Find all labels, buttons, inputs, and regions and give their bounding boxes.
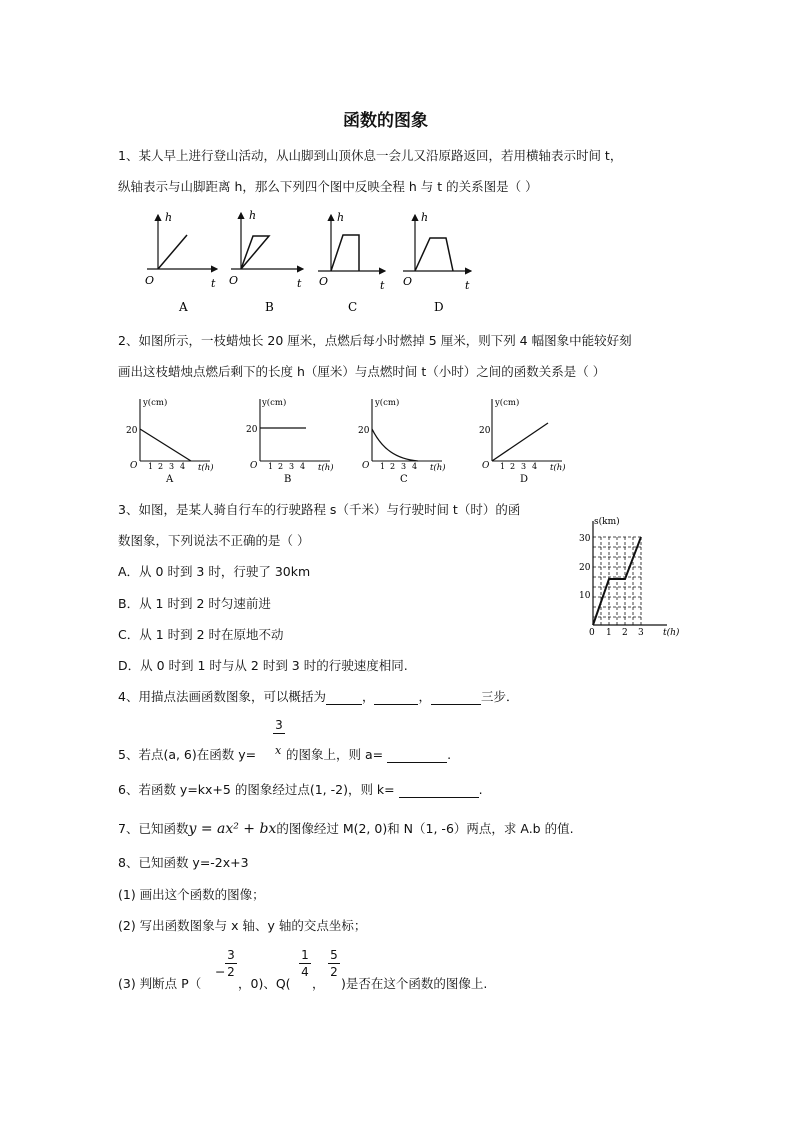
- q2d-x2: 2: [510, 462, 516, 471]
- q2b-origin: O: [250, 461, 258, 471]
- q1-graphs: [125, 205, 475, 317]
- q2b-x1: 1: [268, 462, 274, 471]
- q2d-ytick: 20: [479, 426, 491, 436]
- q2a-x2: 2: [158, 462, 164, 471]
- q2a-ylabel: y(cm): [143, 398, 168, 408]
- q3-option-c: C．从 1 时到 2 时在原地不动: [118, 627, 284, 642]
- q2c-x3: 3: [401, 462, 407, 471]
- q2a-ytick: 20: [126, 426, 138, 436]
- q6-blank[interactable]: [399, 783, 479, 798]
- q3-graph: [575, 507, 690, 640]
- q3-grid: [593, 537, 641, 625]
- q1b-origin: O: [229, 274, 239, 287]
- q6-end: .: [478, 782, 483, 797]
- q8-p-sign: −: [215, 964, 226, 979]
- q8-q-sep: ，: [312, 976, 325, 991]
- q1d-origin: O: [403, 275, 413, 288]
- q2a-x3: 3: [169, 462, 175, 471]
- q2c-xlabel: t(h): [430, 463, 446, 473]
- q2-graph-a: [126, 397, 214, 485]
- q2a-xlabel: t(h): [198, 463, 214, 473]
- q1-graph-d: [403, 211, 471, 314]
- q2a-label: A: [166, 474, 174, 485]
- q1a-line: [158, 235, 187, 269]
- q2a-x1: 1: [148, 462, 154, 471]
- q3-option-b: B．从 1 时到 2 时匀速前进: [118, 596, 271, 611]
- q2b-x2: 2: [278, 462, 284, 471]
- q1c-ylabel: h: [337, 211, 345, 224]
- q3-xtick-1: 1: [606, 628, 612, 638]
- q1-line1: 1、某人早上进行登山活动，从山脚到山顶休息一会儿又沿原路返回，若用横轴表示时间 t，: [118, 148, 623, 163]
- q8-q-den1: 4: [301, 965, 309, 979]
- q4-blank-3[interactable]: [431, 690, 481, 705]
- q1-line2: 纵轴表示与山脚距离 h，那么下列四个图中反映全程 h 与 t 的关系图是（ ）: [118, 179, 538, 194]
- q1b-xlabel: t: [297, 277, 302, 290]
- q1c-line: [331, 235, 359, 271]
- q3-ytick-10: 10: [579, 591, 591, 601]
- q1b-line: [241, 236, 269, 269]
- q2d-line: [492, 423, 548, 461]
- q4-line: [118, 687, 519, 705]
- q2d-label: D: [520, 474, 529, 485]
- q2c-x1: 1: [380, 462, 386, 471]
- q2-graph-c: [358, 397, 446, 485]
- q7-text-b: 的图像经过 M(2, 0)和 N（1, -6）两点，求 A.b 的值.: [276, 821, 574, 836]
- q2d-origin: O: [482, 461, 490, 471]
- q8-sub3-c: )是否在这个函数的图像上.: [341, 976, 488, 991]
- q1-graph-b: [229, 209, 303, 314]
- q2a-origin: O: [130, 461, 138, 471]
- q2c-origin: O: [362, 461, 370, 471]
- q1a-label: A: [179, 300, 188, 314]
- q3-xtick-0: 0: [589, 628, 595, 638]
- q2d-xlabel: t(h): [550, 463, 566, 473]
- q5-text-a: 5、若点(a, 6)在函数 y=: [118, 747, 257, 762]
- q8-sub3-a: (3) 判断点 P（: [118, 976, 202, 991]
- q1c-xlabel: t: [380, 279, 385, 292]
- q8-q-fraction-2: [328, 948, 340, 979]
- q1a-origin: O: [145, 274, 155, 287]
- q8-sub2: (2) 写出函数图象与 x 轴、y 轴的交点坐标；: [118, 918, 367, 933]
- q1b-label: B: [265, 300, 274, 314]
- q4-text-a: 4、用描点法画函数图象，可以概括为: [118, 689, 326, 704]
- q2d-x4: 4: [532, 462, 538, 471]
- page-title: 函数的图象: [343, 111, 428, 131]
- q1d-ylabel: h: [421, 211, 429, 224]
- q3-ytick-30: 30: [579, 534, 591, 544]
- q1c-label: C: [348, 300, 358, 314]
- q2-line2: 画出这枝蜡烛点燃后剩下的长度 h（厘米）与点燃时间 t（小时）之间的函数关系是（ ）: [118, 364, 606, 379]
- q3-ytick-20: 20: [579, 563, 591, 573]
- q2c-ytick: 20: [358, 426, 370, 436]
- q2d-x3: 3: [521, 462, 527, 471]
- q8-p-bar: [225, 963, 237, 964]
- q7-line: [118, 819, 574, 837]
- q8-q-den2: 2: [330, 965, 338, 979]
- q2c-label: C: [400, 474, 408, 485]
- q1d-line: [415, 238, 453, 271]
- q8-sub1: (1) 画出这个函数的图像；: [118, 887, 265, 902]
- q5-frac-num: 3: [275, 718, 283, 732]
- q3-option-d: D．从 0 时到 1 时与从 2 时到 3 时的行驶速度相同.: [118, 658, 408, 673]
- q8-q-bar2: [328, 963, 340, 964]
- q8-q-fraction-1: [299, 948, 311, 979]
- q1-graph-a: [145, 211, 217, 314]
- q2c-x2: 2: [390, 462, 396, 471]
- q6-line: [118, 780, 483, 798]
- q6-text-a: 6、若函数 y=kx+5 的图象经过点(1, -2)，则 k=: [118, 782, 395, 797]
- q3-xlabel: t(h): [663, 628, 680, 638]
- q2a-line: [140, 429, 191, 461]
- q5-text-b: 的图象上，则 a=: [286, 747, 384, 762]
- q4-text-b: 三步．: [481, 689, 519, 704]
- q5-frac-den: x: [275, 744, 282, 757]
- q3-option-a: A．从 0 时到 3 时，行驶了 30km: [118, 564, 311, 579]
- q8-q-bar1: [299, 963, 311, 964]
- q1a-ylabel: h: [165, 211, 173, 224]
- q2d-x1: 1: [500, 462, 506, 471]
- q2-line1: 2、如图所示，一枝蜡烛长 20 厘米，点燃后每小时燃掉 5 厘米，则下列 4 幅图象中能较好刻: [118, 333, 632, 348]
- q5-fraction: [273, 718, 285, 735]
- q2-graph-b: [246, 397, 334, 485]
- q8-p-num: 3: [227, 948, 235, 962]
- q1-graph-c: [318, 211, 385, 314]
- q3-xtick-3: 3: [638, 628, 644, 638]
- q2-graphs: [120, 393, 580, 485]
- q4-blank-2[interactable]: [374, 690, 418, 705]
- q5-line-b: [286, 745, 451, 763]
- q5-blank[interactable]: [387, 748, 447, 763]
- q3-line1: 3、如图，是某人骑自行车的行驶路程 s（千米）与行驶时间 t（时）的函: [118, 502, 521, 517]
- q2-graph-d: [479, 397, 566, 485]
- q2d-ylabel: y(cm): [495, 398, 520, 408]
- q8-q-num1: 1: [301, 948, 309, 962]
- q2c-ylabel: y(cm): [375, 398, 400, 408]
- q4-sep-1: ，: [361, 689, 375, 704]
- q3-xtick-2: 2: [622, 628, 628, 638]
- q1a-xlabel: t: [211, 277, 216, 290]
- q2c-x4: 4: [412, 462, 418, 471]
- q2b-label: B: [284, 474, 292, 485]
- q2c-curve: [372, 429, 418, 461]
- q4-blank-1[interactable]: [326, 690, 362, 705]
- q7-formula: y = ax² + bx: [188, 821, 277, 837]
- q2b-ytick: 20: [246, 425, 258, 435]
- q5-end: .: [447, 747, 452, 762]
- q1c-origin: O: [319, 275, 329, 288]
- q8-q-num2: 5: [330, 948, 338, 962]
- q2b-x4: 4: [300, 462, 306, 471]
- q8-p-den: 2: [227, 965, 235, 979]
- q1b-ylabel: h: [249, 209, 257, 222]
- q2b-xlabel: t(h): [318, 463, 334, 473]
- q1d-xlabel: t: [465, 279, 470, 292]
- q3-line: [593, 537, 641, 625]
- q5-frac-bar: [273, 733, 285, 734]
- q3-line2: 数图象，下列说法不正确的是（ ）: [118, 533, 310, 548]
- q8-line1: 8、已知函数 y=-2x+3: [118, 855, 249, 870]
- q2b-x3: 3: [289, 462, 295, 471]
- q2b-ylabel: y(cm): [262, 398, 287, 408]
- q1d-label: D: [434, 300, 444, 314]
- q4-sep-2: ，: [418, 689, 431, 704]
- q8-p-fraction: [225, 948, 237, 979]
- q3-ylabel: s(km): [594, 517, 620, 527]
- q2a-x4: 4: [180, 462, 186, 471]
- q7-text-a: 7、已知函数: [118, 821, 189, 836]
- q8-sub3-b: ，0)、Q(: [238, 976, 291, 991]
